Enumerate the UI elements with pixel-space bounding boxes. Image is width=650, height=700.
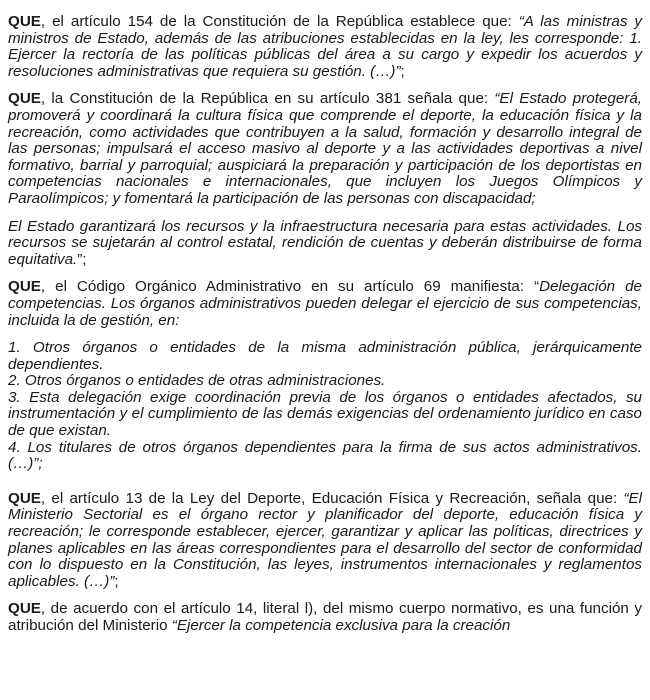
document-page [8,14,642,646]
body-text: , de acuerdo con el artículo 14, literal l), del mismo cuerpo normativo, es una función y atribución del Ministerio [8,600,642,634]
body-text: , el artículo 13 de la Ley del Deporte, Educación Física y Recreación, señala que: [40,489,624,507]
list-item: 2. Otros órganos o entidades de otras administraciones. [8,372,386,390]
paragraph-articulo-381-continuacion [8,219,642,269]
list-item: 1. Otros órganos o entidades de la misma administración pública, jerárquicamente dependientes. [8,339,642,373]
body-text: , el artículo 154 de la Constitución de la República establece que: [40,13,519,30]
quoted-text: “A las ministras y ministros de Estado, además de las atribuciones establecidas en la ley, les corresponde: 1. Ejercer la rectoría de las políticas públicas del área a su cargo y expedir los acuerdos y resoluciones administrativas que requiera su gestión. (…)” [8,13,642,80]
body-text: ; [400,62,405,80]
clause-keyword: QUE [8,13,41,30]
clause-keyword: QUE [8,600,41,618]
clause-keyword: QUE [8,489,41,507]
quoted-text: “El Estado protegerá, promoverá y coordinará la cultura física que comprende el deporte, la educación física y la recreación, como actividades que contribuyen a la salud, formación y desarrollo integral de las personas; impulsará el acceso masivo al deporte y a las actividades deportivas a nivel formativo, barrial y parroquial; auspiciará la preparación y participación de los deportistas en competencias nacionales e internacionales, que incluyen los Juegos Olímpicos y Paraolímpicos; y fomentará la participación de las personas con discapacidad; [8,90,642,207]
paragraph-que-articulo-13 [8,491,642,591]
list-item: 4. Los titulares de otros órganos dependientes para la firma de sus actos administrativos. (…)”; [8,438,642,473]
list-item: 3. Esta delegación exige coordinación previa de los órganos o entidades afectados, su instrumentación y el cumplimiento de las demás exigencias del ordenamiento jurídico en caso de que existan. [8,388,642,440]
paragraph-articulo-69-lista [8,340,642,473]
paragraph-que-articulo-14 [8,601,642,634]
clause-keyword: QUE [8,90,41,108]
paragraph-que-articulo-154 [8,14,642,80]
body-text: , el Código Orgánico Administrativo en su artículo 69 manifiesta: “ [40,278,540,296]
body-text: ; [114,572,119,590]
paragraph-que-articulo-69 [8,279,642,329]
clause-keyword: QUE [8,278,41,296]
quoted-text: Delegación de competencias. Los órganos administrativos pueden delegar el ejercicio de sus competencias, incluida la de gestión, en: [8,278,642,329]
quoted-text: El Estado garantizará los recursos y la infraestructura necesaria para estas actividades. Los recursos se sujetarán al control estatal, rendición de cuentas y deberán distribuirse de forma equitativa. [8,217,642,268]
body-text: , la Constitución de la República en su artículo 381 señala que: [40,90,495,108]
quoted-text: “Ejercer la competencia exclusiva para la creación [171,617,511,634]
paragraph-que-articulo-381 [8,91,642,207]
body-text: ”; [77,250,87,268]
quoted-text: “El Ministerio Sectorial es el órgano rector y planificador del deporte, educación física y recreación; le corresponde establecer, ejercer, garantizar y aplicar las políticas, directrices y planes aplicables en las áreas correspondientes para el desarrollo del sector de conformidad con lo dispuesto en la Constitución, las leyes, instrumentos internacionales y reglamentos aplicables. (…)” [8,489,642,590]
